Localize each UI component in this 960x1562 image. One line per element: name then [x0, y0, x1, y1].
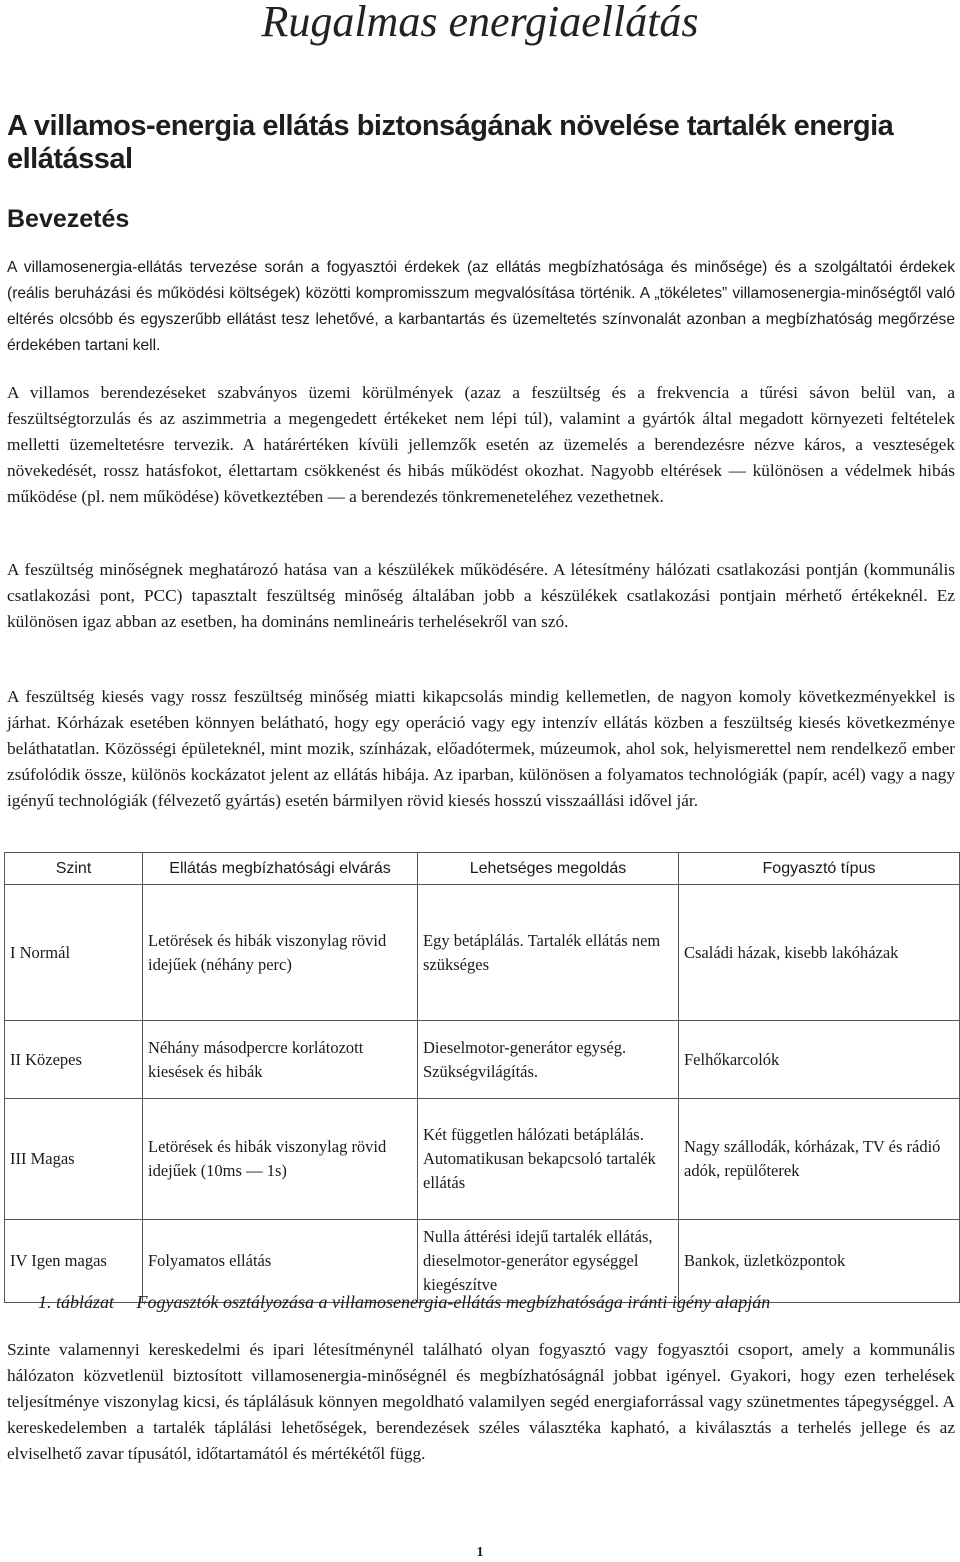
- table-cell-consumer: Nagy szállodák, kórházak, TV és rádió adók, repülőterek: [679, 1099, 960, 1220]
- table-header-row: [5, 853, 960, 885]
- paragraph: A villamos berendezéseket szabványos üzemi körülmények (azaz a feszültség és a frekvencia a tűrési sávon belül van, a feszültségtorzulás és az aszimmetria a megengedett értékeket nem lépi túl), valamint a gyártók által megadott környezeti feltételek melletti üzemeltetésre tervezik. A határértéken kívüli jellemzők esetén az üzemelés a berendezésre nézve káros, a veszteségek növekedését, rossz hatásfokot, élettartam csökkenést és hibás működést okozhat. Nagyobb eltérések — különösen a védelmek hibás működése (pl. nem működése) következtében — a berendezés tönkremeneteléhez vezethetnek.: [7, 383, 955, 506]
- table-cell-requirement: Letörések és hibák viszonylag rövid idejűek (10ms — 1s): [143, 1099, 418, 1220]
- column-header: Lehetséges megoldás: [418, 853, 679, 885]
- table-cell-solution: Egy betáplálás. Tartalék ellátás nem szükséges: [418, 885, 679, 1021]
- caption-number: 1. táblázat: [38, 1292, 115, 1312]
- table-cell-requirement: Néhány másodpercre korlátozott kiesések és hibák: [143, 1021, 418, 1099]
- paragraph: A feszültség minőségnek meghatározó hatása van a készülékek működésére. A létesítmény hálózati csatlakozási pontján (kommunális csatlakozási pont, PCC) tapasztalt feszültség minőség általában jobb a készülékek csatlakozási pontjain mérhető értékeknél. Ez különösen igaz abban az esetben, ha domináns nemlineáris terhelésekről van szó.: [7, 560, 955, 631]
- page-number: 1: [476, 1545, 484, 1560]
- table-cell-consumer: Bankok, üzletközpontok: [679, 1220, 960, 1303]
- table-cell-requirement: Folyamatos ellátás: [143, 1220, 418, 1303]
- paragraph: Szinte valamennyi kereskedelmi és ipari létesítménynél található olyan fogyasztó vagy fogyasztói csoport, amely a kommunális hálózaton közvetlenül biztosított villamosenergia-minőségnél és megbízhatóságnál jobbat igényel. Gyakori, hogy ezen terhelések teljesítménye viszonylag kicsi, és táplálásuk könnyen megoldható valamilyen segéd energiaforrással vagy szünetmentes tápegységgel. A kereskedelemben a tartalék táplálási lehetőségek, berendezések széles választéka kapható, a kiválasztás a terhelés jellege és az elviselhető zavar típusától, időtartamától és mértékétől függ.: [7, 1340, 955, 1463]
- table-cell-level: II Közepes: [5, 1021, 143, 1099]
- paragraph: A villamosenergia-ellátás tervezése során a fogyasztói érdekek (az ellátás megbízhatósága és minősége) és a szolgáltatói érdekek (reális beruházási és működési költségek) közötti kompromisszum megvalósítása történik. A „tökéletes” villamosenergia-minőségtől való eltérés olcsóbb és egyszerűbb ellátást tesz lehetővé, a karbantartás és üzemeltetés színvonalát azonban a megbízhatóság megőrzése érdekében tartani kell.: [7, 259, 955, 354]
- table-cell-level: IV Igen magas: [5, 1220, 143, 1303]
- section-heading: Bevezetés: [7, 205, 130, 233]
- document-title: Rugalmas energiaellátás: [261, 0, 699, 46]
- table-row: [5, 1021, 960, 1099]
- column-header: Fogyasztó típus: [679, 853, 960, 885]
- column-header: Ellátás megbízhatósági elvárás: [143, 853, 418, 885]
- table-row: [5, 885, 960, 1021]
- table-cell-consumer: Családi házak, kisebb lakóházak: [679, 885, 960, 1021]
- caption-text: Fogyasztók osztályozása a villamosenergia-ellátás megbízhatósága iránti igény alapján: [136, 1292, 771, 1312]
- table-row: [5, 1099, 960, 1220]
- table-cell-consumer: Felhőkarcolók: [679, 1021, 960, 1099]
- reliability-table: [4, 852, 960, 1303]
- table-cell-solution: Két független hálózati betáplálás. Automatikusan bekapcsoló tartalék ellátás: [418, 1099, 679, 1220]
- column-header: Szint: [5, 853, 143, 885]
- table-cell-requirement: Letörések és hibák viszonylag rövid idejűek (néhány perc): [143, 885, 418, 1021]
- table-cell-level: I Normál: [5, 885, 143, 1021]
- table-cell-solution: Dieselmotor-generátor egység. Szükségvilágítás.: [418, 1021, 679, 1099]
- table-cell-solution: Nulla áttérési idejű tartalék ellátás, dieselmotor-generátor egységgel kiegészítve: [418, 1220, 679, 1303]
- table-caption: [38, 1290, 770, 1314]
- paragraph: A feszültség kiesés vagy rossz feszültség minőség miatti kikapcsolás mindig kellemetlen, de nagyon komoly következményekkel is járhat. Kórházak esetében könnyen belátható, hogy egy operáció vagy egy intenzív ellátás közben a feszültség kiesés következménye beláthatatlan. Közösségi épületeknél, mint mozik, színházak, előadótermek, múzeumok, ahol sok, helyismerettel nem rendelkező ember zsúfolódik össze, különös kockázatot jelent az ellátás hibája. Az iparban, különösen a folyamatos technológiák (papír, acél) vagy a nagy igényű technológiák (félvezető gyártás) esetén bármilyen rövid kiesés hosszú visszaállási idővel jár.: [7, 687, 955, 810]
- table-cell-level: III Magas: [5, 1099, 143, 1220]
- document-subtitle: A villamos-energia ellátás biztonságának növelése tartalék energia ellátással: [7, 110, 894, 175]
